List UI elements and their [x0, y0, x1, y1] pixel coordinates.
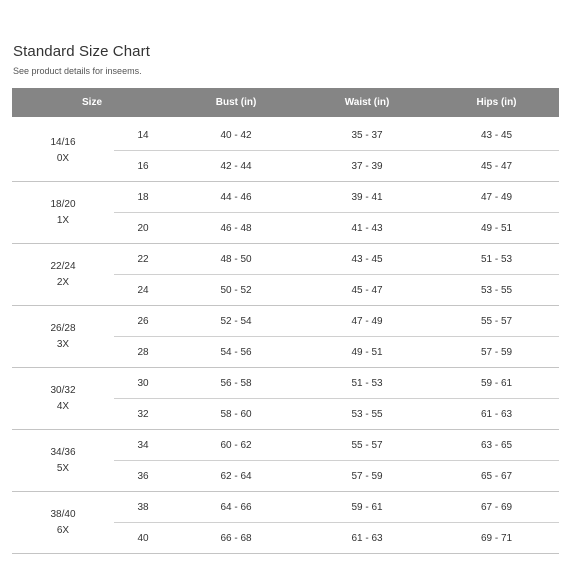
hips-value: 45 - 47 [434, 151, 559, 182]
table-row [12, 244, 559, 275]
size-group-cell [12, 306, 114, 368]
size-number: 30 [114, 368, 172, 399]
page-title: Standard Size Chart [13, 43, 150, 60]
plus-size: 5X [56, 462, 70, 474]
waist-value: 61 - 63 [300, 523, 434, 554]
table-row [12, 492, 559, 523]
size-range: 38/40 [50, 508, 76, 520]
plus-size: 0X [56, 152, 70, 164]
header-bust: Bust (in) [172, 88, 300, 117]
page-subtitle: See product details for inseems. [13, 66, 142, 76]
waist-value: 45 - 47 [300, 275, 434, 306]
table-row [12, 368, 559, 399]
header-hips: Hips (in) [434, 88, 559, 117]
bust-value: 64 - 66 [172, 492, 300, 523]
size-number: 20 [114, 213, 172, 244]
bust-value: 52 - 54 [172, 306, 300, 337]
plus-size: 4X [56, 400, 70, 412]
header-size: Size [12, 88, 172, 117]
table-row [12, 182, 559, 213]
waist-value: 57 - 59 [300, 461, 434, 492]
size-range: 18/20 [50, 198, 76, 210]
size-group-cell [12, 492, 114, 554]
size-chart-table [12, 88, 559, 554]
size-number: 28 [114, 337, 172, 368]
waist-value: 51 - 53 [300, 368, 434, 399]
waist-value: 43 - 45 [300, 244, 434, 275]
plus-size: 1X [56, 214, 70, 226]
header-waist: Waist (in) [300, 88, 434, 117]
hips-value: 49 - 51 [434, 213, 559, 244]
hips-value: 69 - 71 [434, 523, 559, 554]
size-group-cell [12, 120, 114, 182]
size-number: 24 [114, 275, 172, 306]
size-number: 40 [114, 523, 172, 554]
table-header [12, 88, 559, 117]
size-number: 34 [114, 430, 172, 461]
waist-value: 59 - 61 [300, 492, 434, 523]
plus-size: 6X [56, 524, 70, 536]
waist-value: 47 - 49 [300, 306, 434, 337]
size-range: 22/24 [50, 260, 76, 272]
table-row [12, 306, 559, 337]
size-number: 22 [114, 244, 172, 275]
plus-size: 2X [56, 276, 70, 288]
size-group-cell [12, 182, 114, 244]
size-number: 18 [114, 182, 172, 213]
bust-value: 66 - 68 [172, 523, 300, 554]
hips-value: 67 - 69 [434, 492, 559, 523]
bust-value: 54 - 56 [172, 337, 300, 368]
bust-value: 48 - 50 [172, 244, 300, 275]
bust-value: 40 - 42 [172, 120, 300, 151]
hips-value: 59 - 61 [434, 368, 559, 399]
size-group-cell [12, 244, 114, 306]
hips-value: 47 - 49 [434, 182, 559, 213]
table-row [12, 430, 559, 461]
size-range: 34/36 [50, 446, 76, 458]
size-number: 26 [114, 306, 172, 337]
size-group-cell [12, 368, 114, 430]
bust-value: 46 - 48 [172, 213, 300, 244]
table-row [12, 120, 559, 151]
hips-value: 43 - 45 [434, 120, 559, 151]
hips-value: 55 - 57 [434, 306, 559, 337]
size-number: 16 [114, 151, 172, 182]
waist-value: 49 - 51 [300, 337, 434, 368]
hips-value: 53 - 55 [434, 275, 559, 306]
bust-value: 44 - 46 [172, 182, 300, 213]
hips-value: 65 - 67 [434, 461, 559, 492]
waist-value: 41 - 43 [300, 213, 434, 244]
size-number: 32 [114, 399, 172, 430]
waist-value: 53 - 55 [300, 399, 434, 430]
table-body [12, 117, 559, 554]
size-group-cell [12, 430, 114, 492]
size-number: 36 [114, 461, 172, 492]
size-number: 38 [114, 492, 172, 523]
waist-value: 55 - 57 [300, 430, 434, 461]
hips-value: 61 - 63 [434, 399, 559, 430]
waist-value: 35 - 37 [300, 120, 434, 151]
waist-value: 37 - 39 [300, 151, 434, 182]
bust-value: 58 - 60 [172, 399, 300, 430]
waist-value: 39 - 41 [300, 182, 434, 213]
bust-value: 56 - 58 [172, 368, 300, 399]
hips-value: 57 - 59 [434, 337, 559, 368]
bust-value: 60 - 62 [172, 430, 300, 461]
size-range: 30/32 [50, 384, 76, 396]
hips-value: 63 - 65 [434, 430, 559, 461]
size-number: 14 [114, 120, 172, 151]
size-range: 26/28 [50, 322, 76, 334]
size-range: 14/16 [50, 136, 76, 148]
bust-value: 50 - 52 [172, 275, 300, 306]
bust-value: 42 - 44 [172, 151, 300, 182]
bust-value: 62 - 64 [172, 461, 300, 492]
hips-value: 51 - 53 [434, 244, 559, 275]
header-row [12, 88, 559, 117]
plus-size: 3X [56, 338, 70, 350]
